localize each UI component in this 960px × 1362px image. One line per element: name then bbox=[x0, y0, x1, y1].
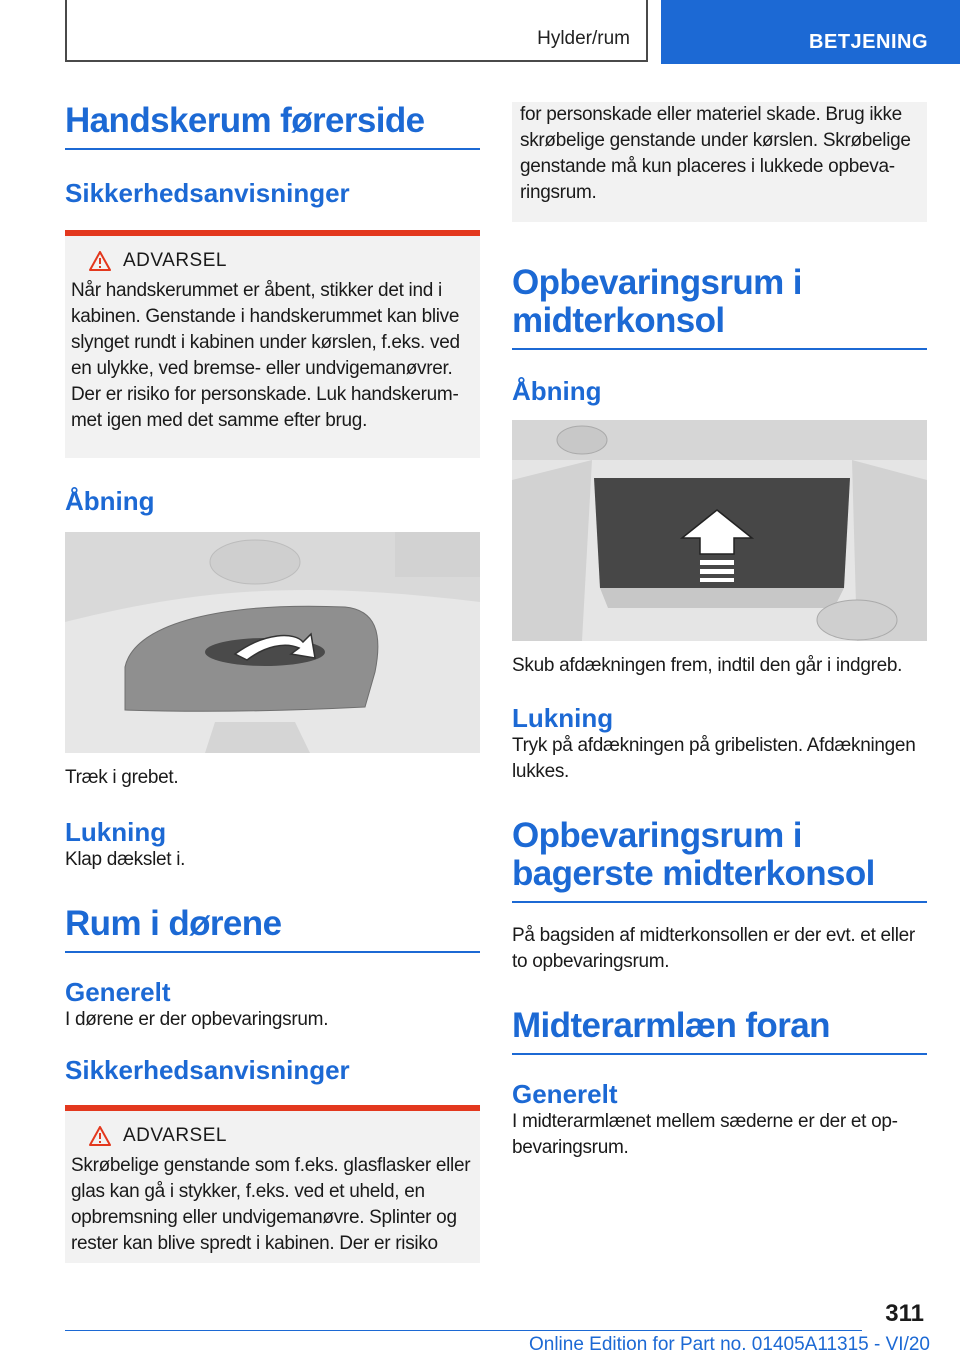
general-heading-armrest: Generelt bbox=[512, 1079, 618, 1109]
warning-label: ADVARSEL bbox=[123, 1125, 227, 1146]
doors-title: Rum i dørene bbox=[65, 903, 480, 953]
warning-label: ADVARSEL bbox=[123, 250, 227, 271]
closing-text-console: Tryk på afdækningen på gribelisten. Afdækningen lukkes. bbox=[512, 735, 916, 782]
console-title: Opbevaringsrum i midterkonsol bbox=[512, 262, 927, 350]
rear-console-text: På bagsiden af midterkonsollen er der evt. et eller to opbevaringsrum. bbox=[512, 925, 915, 972]
warning-triangle-icon bbox=[89, 251, 111, 271]
warning-title bbox=[71, 1125, 472, 1147]
warning-triangle-icon bbox=[89, 1126, 111, 1146]
safety-heading-doors: Sikkerhedsanvisninger bbox=[65, 1055, 350, 1085]
warning-title bbox=[71, 250, 472, 272]
warning-continued-text: for personskade eller materiel skade. Brug ikke skrøbelige genstande under kørslen. Skrøbelige genstande må kun placeres i lukkede opbevaringsrum. bbox=[520, 104, 911, 203]
header-chapter-label: BETJENING bbox=[809, 31, 928, 53]
warning-box-continued bbox=[512, 102, 927, 222]
footer-edition: Online Edition for Part no. 01405A11315 - VI/20 bbox=[528, 1334, 930, 1355]
general-heading: Generelt bbox=[65, 977, 171, 1007]
closing-heading: Lukning bbox=[65, 817, 167, 847]
opening-caption-console: Skub afdækningen frem, indtil den går i indgreb. bbox=[512, 655, 903, 676]
glovebox-illustration bbox=[65, 532, 480, 753]
opening-heading-console: Åbning bbox=[512, 376, 602, 406]
warning-box-doors bbox=[65, 1105, 480, 1263]
right-column bbox=[512, 102, 927, 1161]
left-column bbox=[65, 100, 480, 1263]
closing-heading-console: Lukning bbox=[512, 703, 614, 733]
armrest-title: Midterarmlæn foran bbox=[512, 1005, 927, 1055]
console-illustration bbox=[512, 420, 927, 641]
header-chapter-tab bbox=[661, 0, 960, 64]
opening-caption: Træk i grebet. bbox=[65, 767, 179, 788]
header-section-title: Hylder/rum bbox=[537, 28, 630, 49]
glovebox-title: Handskerum førerside bbox=[65, 100, 480, 150]
footer-rule bbox=[65, 1330, 862, 1331]
safety-heading: Sikkerhedsanvisninger bbox=[65, 178, 350, 208]
warning-text: Når handskerummet er åbent, stikker det ind i kabinen. Genstande i handskerummet kan blive slynget rundt i kabinen under kørslen, f.eks. ved en ulykke, ved bremse- eller undvigemanøvrer. Der er risiko for personskade. Luk handskerummet igen med det samme efter brug. bbox=[71, 280, 460, 431]
warning-text: Skrøbelige genstande som f.eks. glasflasker eller glas kan gå i stykker, f.eks. ved et uheld, en opbremsning eller undvigemanøvre. Splinter og rester kan blive spredt i kabinen. Der er risiko bbox=[71, 1155, 471, 1254]
general-text-armrest: I midterarmlænet mellem sæderne er der et opbevaringsrum. bbox=[512, 1111, 898, 1158]
closing-text: Klap dækslet i. bbox=[65, 849, 186, 870]
warning-box-glovebox bbox=[65, 230, 480, 458]
page-number: 311 bbox=[885, 1300, 924, 1327]
opening-heading: Åbning bbox=[65, 486, 155, 516]
rear-console-title: Opbevaringsrum i bagerste midterkonsol bbox=[512, 815, 927, 903]
general-text: I dørene er der opbevaringsrum. bbox=[65, 1009, 329, 1030]
